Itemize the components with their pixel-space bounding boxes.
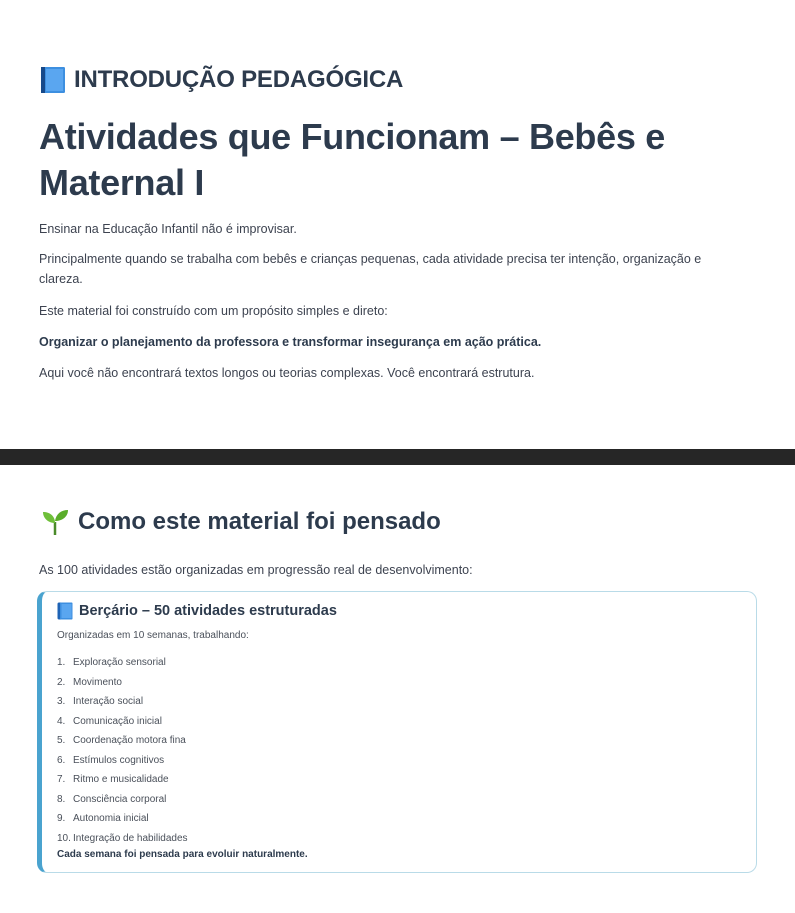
intro-paragraph: Aqui você não encontrará textos longos ou teorias complexas. Você encontrará estrutura.: [39, 366, 535, 380]
list-item-number: 7.: [57, 774, 66, 785]
list-item: [57, 751, 188, 771]
card-footer: Cada semana foi pensada para evoluir naturalmente.: [57, 849, 308, 860]
list-item-number: 1.: [57, 657, 66, 668]
list-item-label: Comunicação inicial: [73, 715, 162, 727]
list-item-number: 3.: [57, 696, 66, 707]
list-item-number: 6.: [57, 754, 66, 766]
list-item: [57, 790, 188, 810]
list-item-label: Autonomia inicial: [73, 813, 149, 824]
list-item-number: 2.: [57, 676, 66, 688]
intro-paragraph: Ensinar na Educação Infantil não é improvisar.: [39, 222, 297, 236]
list-item: [57, 673, 188, 693]
section-heading-text: Como este material foi pensado: [78, 508, 441, 535]
list-item-label: Exploração sensorial: [73, 657, 166, 668]
list-item: [57, 770, 188, 790]
list-item: [57, 829, 188, 849]
section-kicker: [40, 66, 403, 94]
list-item-number: 8.: [57, 793, 66, 805]
list-item-label: Movimento: [73, 676, 122, 688]
list-item: [57, 712, 188, 732]
list-item-label: Ritmo e musicalidade: [73, 774, 169, 785]
list-item: [57, 692, 188, 712]
list-item: [57, 731, 188, 751]
list-item-number: 5.: [57, 735, 66, 746]
kicker-text: INTRODUÇÃO PEDAGÓGICA: [74, 66, 404, 93]
blue-book-icon: [57, 602, 73, 620]
bercario-card: [37, 591, 757, 873]
intro-paragraph: Este material foi construído com um propósito simples e direto:: [39, 304, 388, 318]
list-item: [57, 809, 188, 829]
list-item-label: Estímulos cognitivos: [73, 754, 165, 766]
skills-list: [57, 653, 188, 848]
list-item-number: 4.: [57, 715, 66, 727]
page-intro: [0, 0, 795, 449]
list-item-label: Interação social: [73, 696, 144, 707]
list-item-label: Consciência corporal: [73, 793, 167, 805]
intro-paragraph: Principalmente quando se trabalha com bebês e crianças pequenas, cada atividade precisa ter intenção, organização e clareza.: [39, 252, 702, 286]
list-item-label: Integração de habilidades: [73, 832, 188, 844]
list-item: [57, 653, 188, 673]
section-intro: As 100 atividades estão organizadas em progressão real de desenvolvimento:: [39, 563, 473, 577]
list-item-number: 10.: [57, 832, 71, 844]
card-title: [57, 602, 337, 620]
page-divider: [0, 449, 795, 465]
seedling-icon: [40, 507, 70, 537]
intro-emphasis: Organizar o planejamento da professora e transformar insegurança em ação prática.: [39, 335, 542, 349]
section-heading: [40, 507, 441, 537]
blue-book-icon: [40, 66, 66, 94]
list-item-label: Coordenação motora fina: [73, 735, 186, 746]
list-item-number: 9.: [57, 813, 66, 824]
page-title: Atividades que Funcionam – Bebês e Maternal I: [39, 116, 665, 203]
card-title-text: Berçário – 50 atividades estruturadas: [79, 603, 337, 619]
card-subtitle: Organizadas em 10 semanas, trabalhando:: [57, 630, 249, 641]
